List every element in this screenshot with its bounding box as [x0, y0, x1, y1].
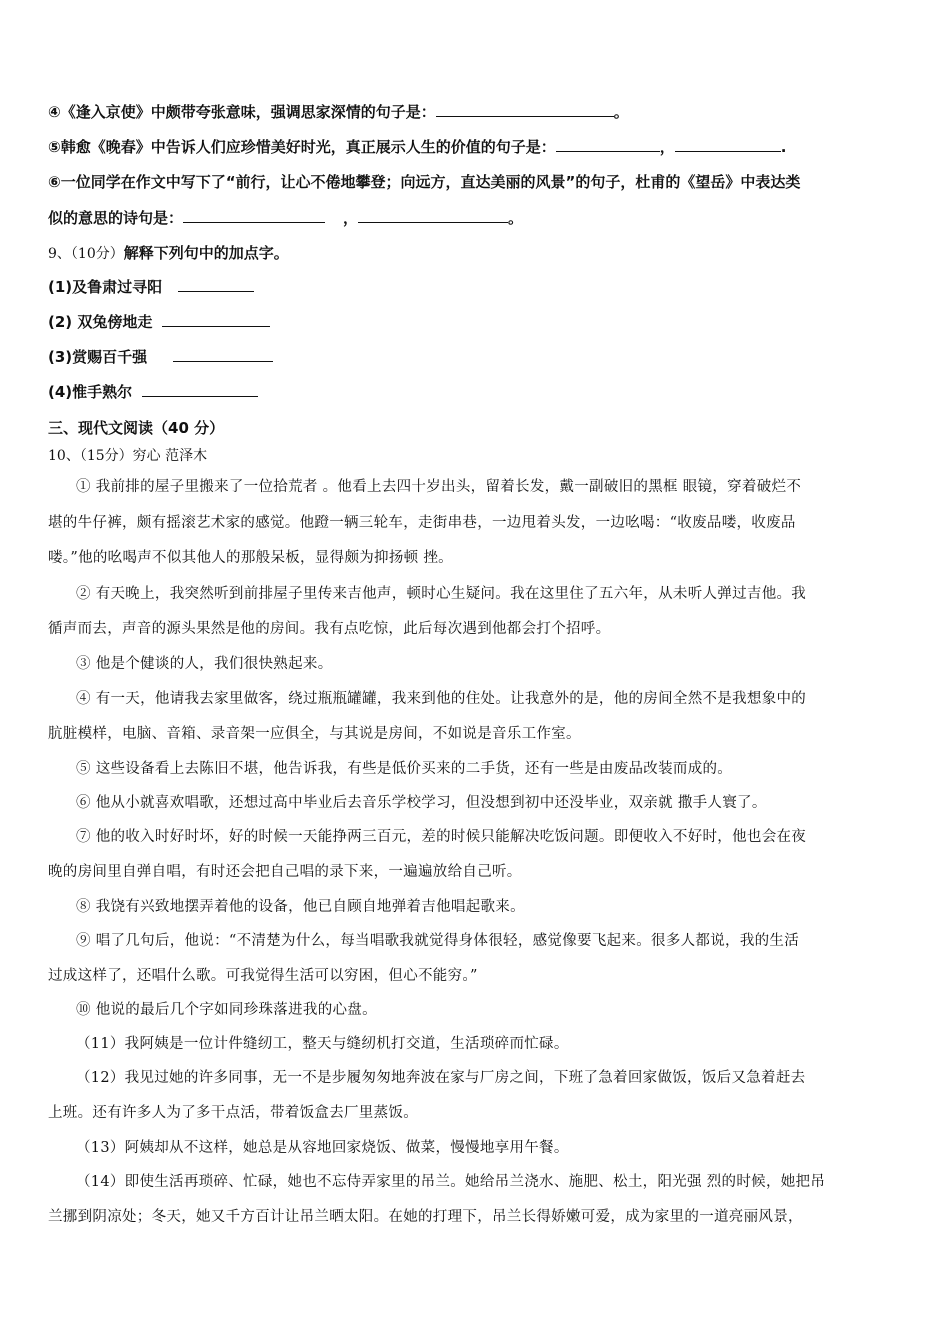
answer-blank[interactable] — [358, 208, 508, 223]
section-3-title: 三、现代文阅读（40 分） — [48, 419, 225, 437]
passage-line: 过成这样了，还唱什么歌。可我觉得生活可以穷困，但心不能穷。” — [48, 968, 478, 984]
q9-item-1-text: (1)及鲁肃过寻阳 — [48, 278, 163, 296]
passage-line: 兰挪到阴凉处；冬天，她又千方百计让吊兰晒太阳。在她的打理下，吊兰长得娇嫩可爱，成为家里的一道亮丽风景， — [48, 1209, 803, 1225]
passage-line: ⑩ 他说的最后几个字如同珍珠落进我的心盘。 — [76, 1002, 377, 1018]
q8-item-6-text-b: 似的意思的诗句是： — [48, 209, 184, 227]
q8-item-6-text-a: ⑥一位同学在作文中写下了“前行，让心不倦地攀登；向远方，直达美丽的风景”的句子，杜甫的《望岳》中表达类 — [48, 173, 801, 191]
passage-line: 肮脏模样，电脑、音箱、录音架一应俱全，与其说是房间，不如说是音乐工作室。 — [48, 726, 581, 742]
passage-line: ④ 有一天，他请我去家里做客，绕过瓶瓶罐罐，我来到他的住处。让我意外的是，他的房间全然不是我想象中的 — [76, 691, 807, 707]
q9-title — [48, 243, 289, 264]
q9-item-4-text: (4)惟手熟尔 — [48, 383, 133, 401]
q8-item-6-end: 。 — [508, 209, 524, 227]
q9-instruction: 解释下列句中的加点字。 — [123, 244, 289, 262]
q8-item-6-sep: ， — [343, 209, 359, 227]
answer-blank[interactable] — [183, 208, 325, 223]
passage-line: ⑤ 这些设备看上去陈旧不堪，他告诉我，有些是低价买来的二手货，还有一些是由废品改装而成的。 — [76, 761, 733, 777]
q8-item-4-end: 。 — [613, 103, 629, 121]
q9-item-4 — [48, 382, 258, 402]
q9-number: 9、（10分） — [48, 246, 124, 262]
q9-item-2-text: (2) 双兔傍地走 — [48, 313, 153, 331]
passage-line: ⑥ 他从小就喜欢唱歌，还想过高中毕业后去音乐学校学习，但没想到初中还没毕业，双亲就 撒手人寰了。 — [76, 795, 767, 811]
q9-item-2 — [48, 312, 270, 332]
answer-blank[interactable] — [436, 102, 614, 117]
passage-line: ① 我前排的屋子里搬来了一位拾荒者 。他看上去四十岁出头，留着长发，戴一副破旧的黑框 眼镜，穿着破烂不 — [76, 479, 802, 495]
q9-item-3 — [48, 347, 273, 367]
q9-item-1 — [48, 277, 254, 297]
q8-item-5-end: . — [780, 138, 787, 156]
passage-line: ② 有天晚上，我突然听到前排屋子里传来吉他声，顿时心生疑问。我在这里住了五六年，从未听人弹过吉他。我 — [76, 586, 807, 602]
answer-blank[interactable] — [556, 137, 660, 152]
q8-item-4-text: ④《逢入京使》中颇带夸张意味，强调思家深情的句子是： — [48, 103, 436, 121]
passage-line: ⑨ 唱了几句后，他说：“不清楚为什么，每当唱歌我就觉得身体很轻，感觉像要飞起来。很多人都说，我的生活 — [76, 933, 800, 949]
passage-line: ③ 他是个健谈的人，我们很快熟起来。 — [76, 656, 333, 672]
q9-item-3-text: (3)赏赐百千强 — [48, 348, 148, 366]
passage-line: ⑦ 他的收入时好时坏，好的时候一天能挣两三百元，差的时候只能解决吃饭问题。即便收入不好时，他也会在夜 — [76, 829, 807, 845]
q8-item-6-line1 — [48, 172, 800, 192]
passage-line: 喽。”他的吆喝声不似其他人的那般呆板，显得颇为抑扬顿 挫。 — [48, 550, 453, 566]
answer-blank[interactable] — [178, 277, 254, 292]
passage-line: （14）即使生活再琐碎、忙碌，她也不忘侍弄家里的吊兰。她给吊兰浇水、施肥、松土，阳光强 烈的时候，她把吊 — [76, 1174, 826, 1190]
answer-blank[interactable] — [173, 347, 273, 362]
q8-item-5 — [48, 137, 786, 157]
q8-item-5-sep: ， — [659, 138, 675, 156]
passage-line: 上班。还有许多人为了多干点活，带着饭盒去厂里蒸饭。 — [48, 1105, 418, 1121]
q8-item-6-line2 — [48, 208, 523, 228]
passage-line: （13）阿姨却从不这样，她总是从容地回家烧饭、做菜，慢慢地享用午餐。 — [76, 1140, 569, 1156]
passage-line: （11）我阿姨是一位计件缝纫工，整天与缝纫机打交道，生活琐碎而忙碌。 — [76, 1036, 569, 1052]
passage-line: 堪的牛仔裤，颇有摇滚艺术家的感觉。他蹬一辆三轮车，走街串巷，一边甩着头发，一边吆喝：“收废品喽，收废品 — [48, 515, 796, 531]
answer-blank[interactable] — [675, 137, 781, 152]
answer-blank[interactable] — [162, 312, 270, 327]
q10-header: 10、（15分）穷心 范泽木 — [48, 448, 208, 464]
q8-item-5-text: ⑤韩愈《晚春》中告诉人们应珍惜美好时光，真正展示人生的价值的句子是： — [48, 138, 556, 156]
passage-line: ⑧ 我饶有兴致地摆弄着他的设备，他已自顾自地弹着吉他唱起歌来。 — [76, 899, 525, 915]
passage-line: 循声而去，声音的源头果然是他的房间。我有点吃惊，此后每次遇到他都会打个招呼。 — [48, 621, 611, 637]
passage-line: 晚的房间里自弹自唱，有时还会把自己唱的录下来，一遍遍放给自己听。 — [48, 864, 522, 880]
q8-item-4 — [48, 102, 629, 122]
passage-line: （12）我见过她的许多同事，无一不是步履匆匆地奔波在家与厂房之间，下班了急着回家做饭，饭后又急着赶去 — [76, 1070, 806, 1086]
answer-blank[interactable] — [142, 382, 258, 397]
